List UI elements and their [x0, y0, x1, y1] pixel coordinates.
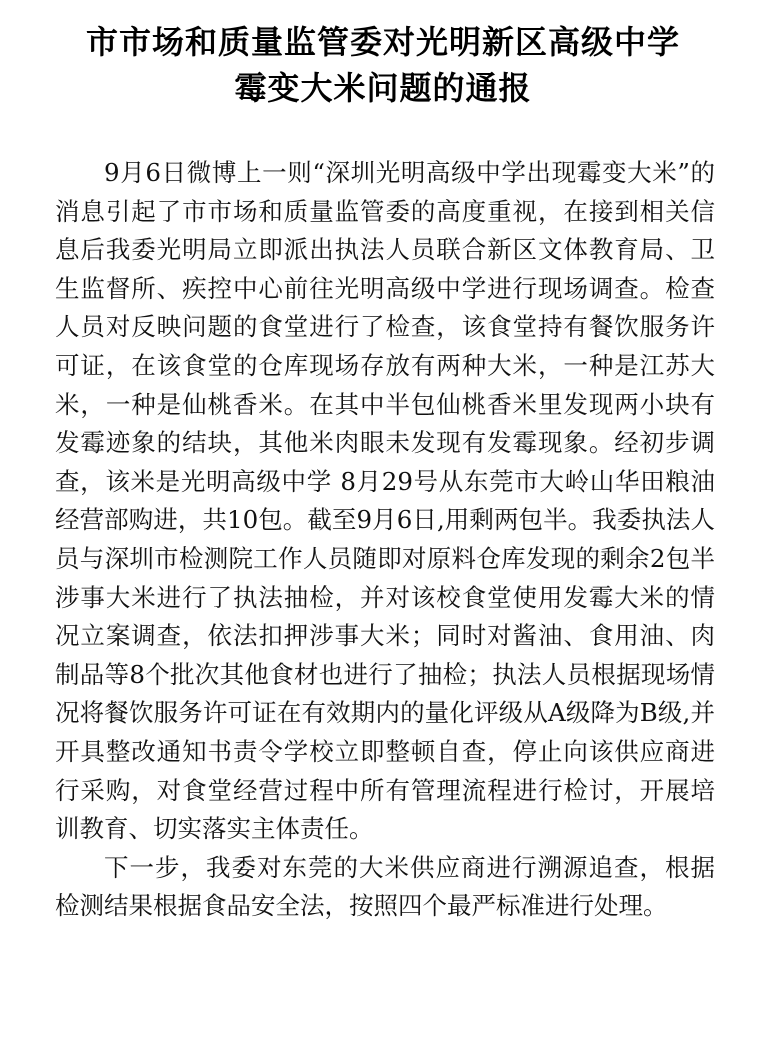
document-title-line-1: 市市场和质量监管委对光明新区高级中学: [85, 23, 680, 61]
document-title-line-2: 霉变大米问题的通报: [234, 69, 532, 107]
body-paragraph-2: 下一步，我委对东莞的大米供应商进行溯源追查，根据检测结果根据食品安全法，按照四个最严标准进行处理。: [55, 852, 715, 921]
body-paragraph-1: 9月6日微博上一则“深圳光明高级中学出现霉变大米”的消息引起了市市场和质量监管委的高度重视，在接到相关信息后我委光明局立即派出执法人员联合新区文体教育局、卫生监督所、疾控中心前往光明高级中学进行现场调查。检查人员对反映问题的食堂进行了检查，该食堂持有餐饮服务许可证，在该食堂的仓库现场存放有两种大米，一种是江苏大米，一种是仙桃香米。在其中半包仙桃香米里发现两小块有发霉迹象的结块，其他米肉眼未发现有发霉现象。经初步调查，该米是光明高级中学 8月29号从东莞市大岭山华田粮油经营部购进，共10包。截至9月6日,用剩两包半。我委执法人员与深圳市检测院工作人员随即对原料仓库发现的剩余2包半涉事大米进行了执法抽检，并对该校食堂使用发霉大米的情况立案调查，依法扣押涉事大米；同时对酱油、食用油、肉制品等8个批次其他食材也进行了抽检；执法人员根据现场情况将餐饮服务许可证在有效期内的量化评级从A级降为B级,并开具整改通知书责令学校立即整顿自查，停止向该供应商进行采购，对食堂经营过程中所有管理流程进行检讨，开展培训教育、切实落实主体责任。: [55, 158, 715, 844]
document-body: [55, 154, 715, 926]
